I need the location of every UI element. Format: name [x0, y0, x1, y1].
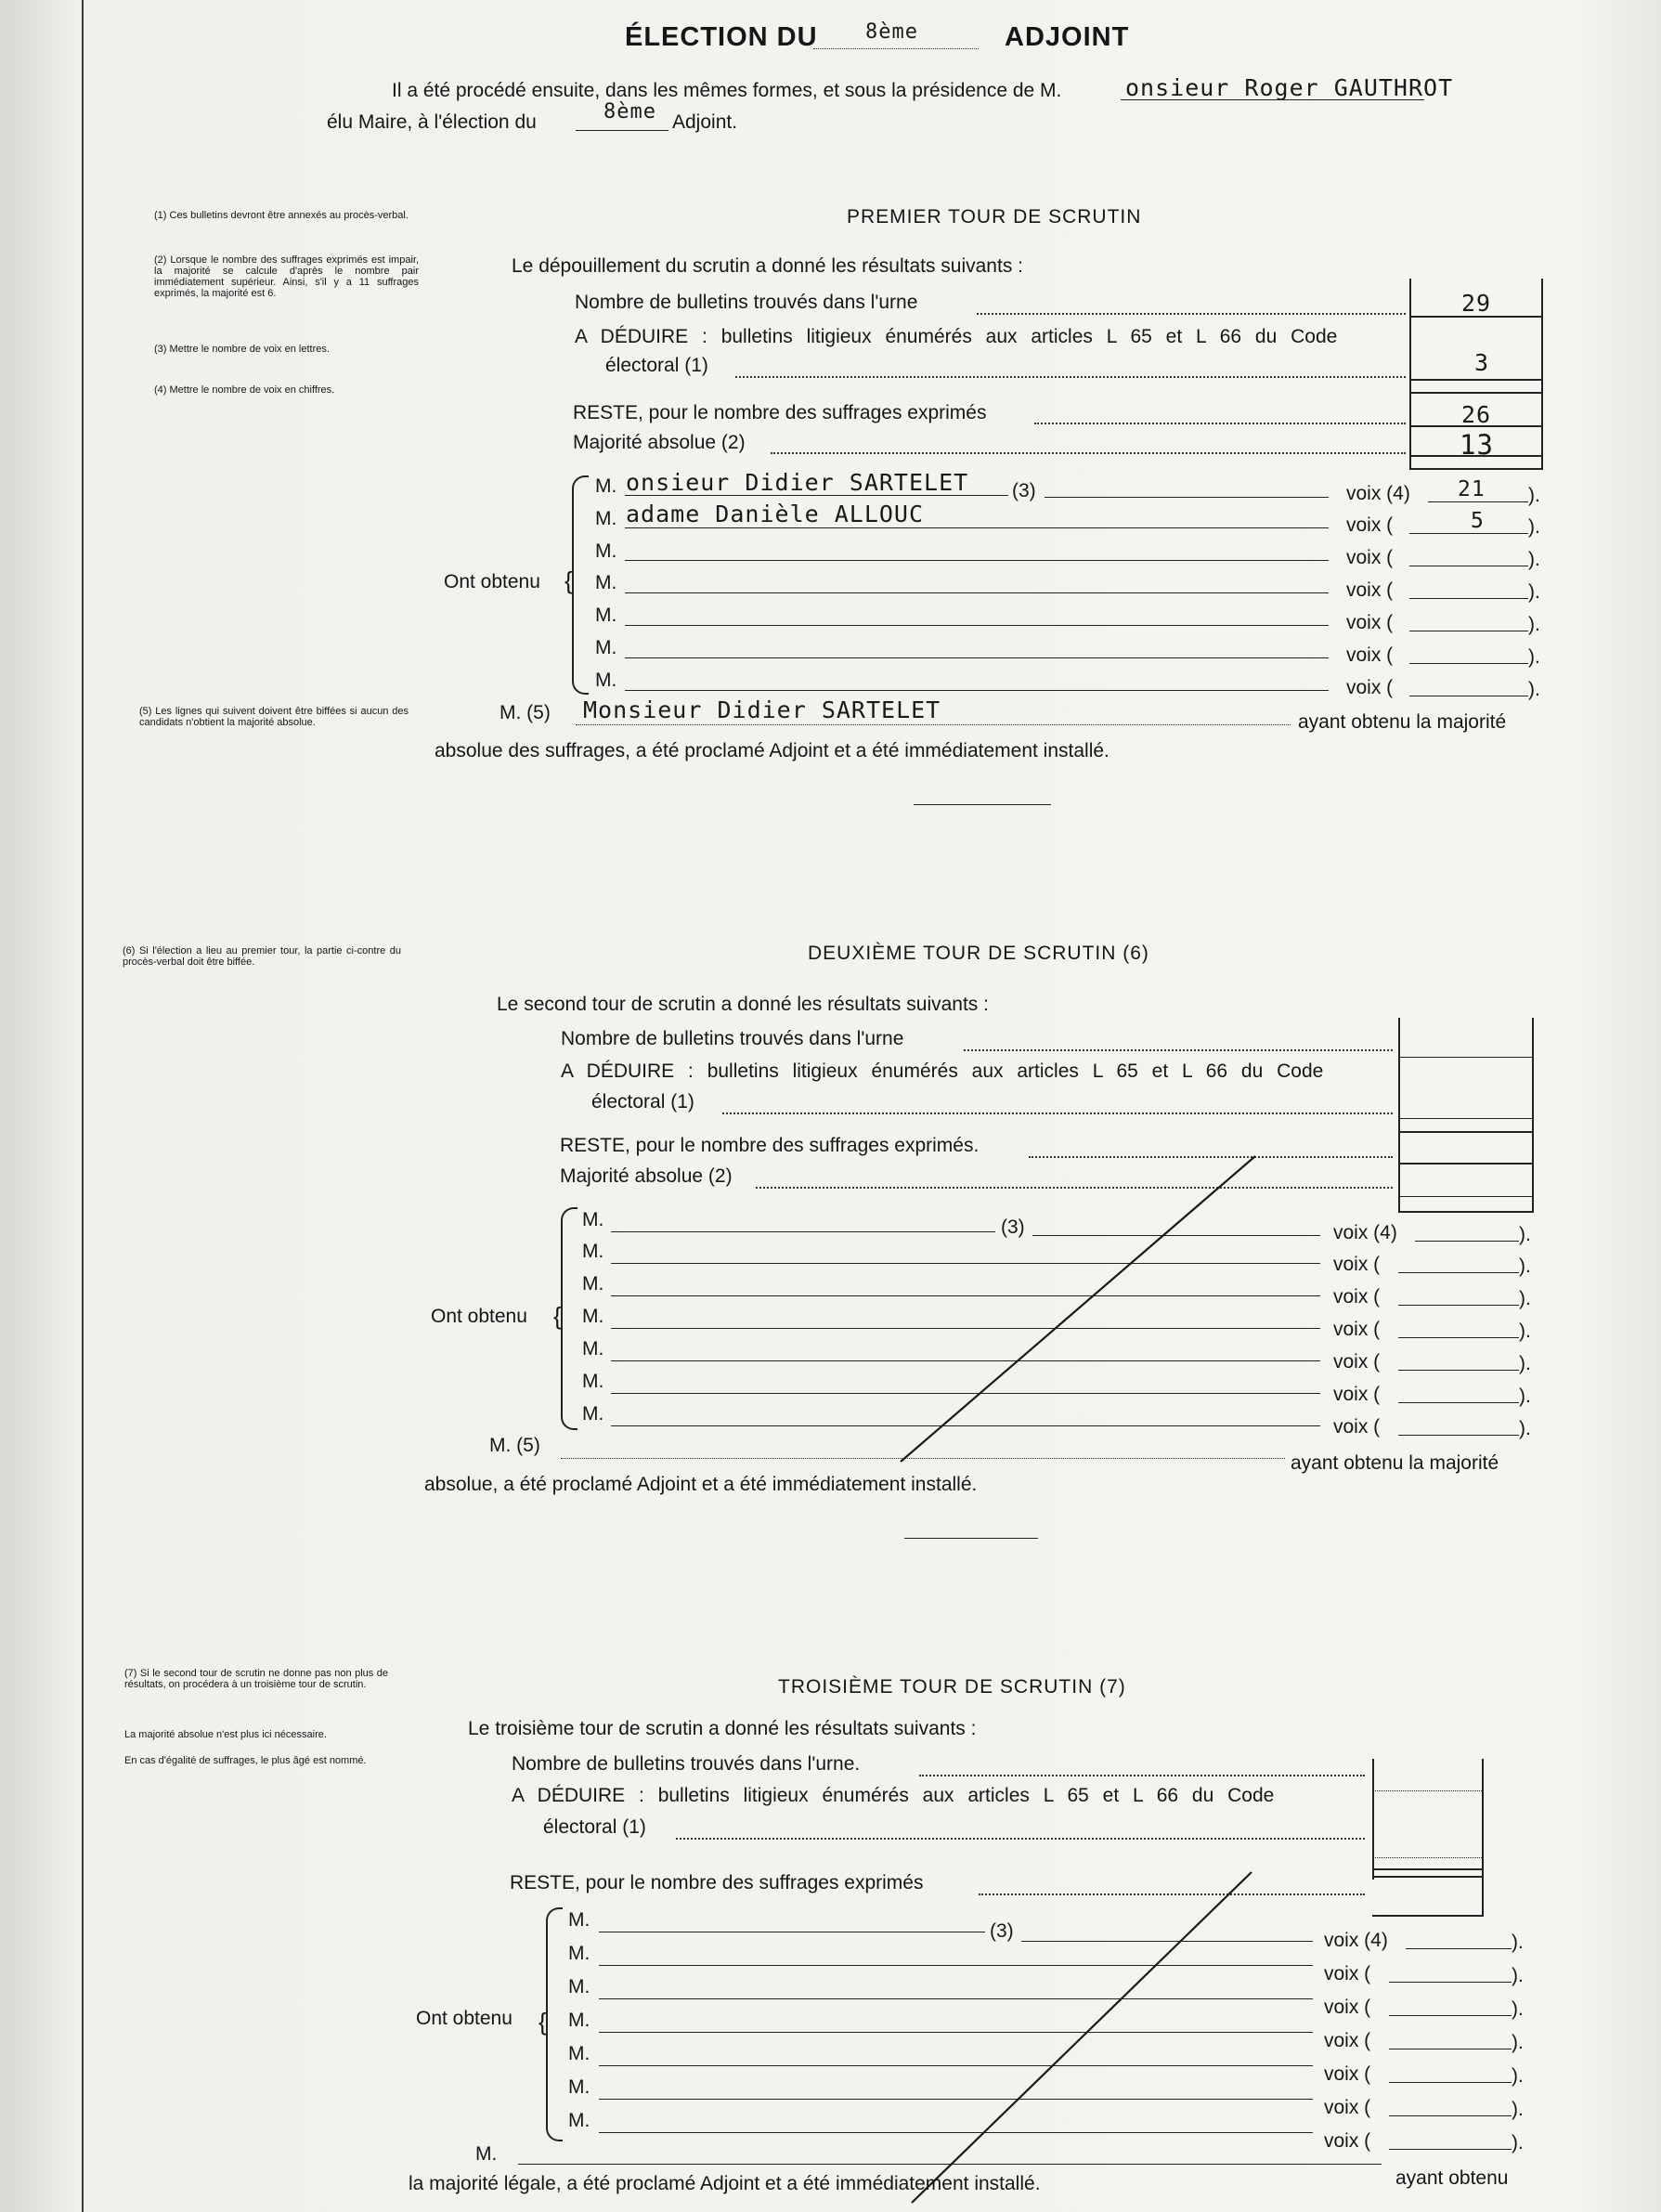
- title-left: ÉLECTION DU: [625, 22, 818, 52]
- tour3-bulletins-label: Nombre de bulletins trouvés dans l'urne.: [512, 1753, 861, 1775]
- tour3-reste-label: RESTE, pour le nombre des suffrages exprimés: [510, 1872, 924, 1893]
- tour1-row1-ref3: (3): [1012, 480, 1036, 501]
- tour3-row7-m: M.: [568, 2110, 590, 2131]
- tour1-row3-close: ).: [1528, 549, 1540, 570]
- note-4: (4) Mettre le nombre de voix en chiffres.: [154, 384, 335, 396]
- tour3-row3-voix: voix (: [1324, 1997, 1371, 2018]
- tour2-title: DEUXIÈME TOUR DE SCRUTIN (6): [808, 943, 1149, 964]
- tour3-strike-line: [912, 1872, 1252, 2203]
- tour3-m: M.: [475, 2143, 498, 2165]
- tour1-ayant: ayant obtenu la majorité: [1298, 711, 1507, 733]
- tour2-electoral-label: électoral (1): [591, 1091, 694, 1113]
- tour2-intro: Le second tour de scrutin a donné les résultats suivants :: [497, 994, 989, 1015]
- tour2-row4-voix: voix (: [1333, 1319, 1381, 1340]
- tour2-row6-voix: voix (: [1333, 1384, 1381, 1405]
- tour3-row2-voix: voix (: [1324, 1963, 1371, 1984]
- tour2-row3-voix: voix (: [1333, 1286, 1381, 1308]
- tour1-row6-voix: voix (: [1346, 644, 1394, 666]
- tour1-row6-close: ).: [1528, 646, 1540, 668]
- elected-suffix: Adjoint.: [672, 111, 738, 133]
- tour2-row3-m: M.: [582, 1273, 604, 1295]
- title-right: ADJOINT: [1005, 22, 1130, 52]
- tour1-proclame: absolue des suffrages, a été proclamé Adjoint et a été immédiatement installé.: [435, 740, 1109, 761]
- tour1-m5: M. (5): [500, 702, 551, 723]
- tour3-row6-m: M.: [568, 2076, 590, 2098]
- tour3-row5-m: M.: [568, 2043, 590, 2064]
- note-3: (3) Mettre le nombre de voix en lettres.: [154, 344, 330, 355]
- tour3-proclame: la majorité légale, a été proclamé Adjoint et a été immédiatement installé.: [409, 2173, 1041, 2194]
- tour2-ayant: ayant obtenu la majorité: [1291, 1452, 1499, 1474]
- tour1-elected-name: Monsieur Didier SARTELET: [583, 696, 941, 723]
- tour1-row4-voix: voix (: [1346, 579, 1394, 601]
- tour1-bulletins-label: Nombre de bulletins trouvés dans l'urne: [575, 292, 918, 313]
- tour1-row4-close: ).: [1528, 581, 1540, 603]
- tour2-row2-voix: voix (: [1333, 1254, 1381, 1275]
- tour3-row7-voix: voix (: [1324, 2130, 1371, 2152]
- tour2-m5: M. (5): [489, 1435, 540, 1456]
- brace-tip: {: [564, 566, 573, 594]
- tour2-row7-voix: voix (: [1333, 1416, 1381, 1438]
- tour3-row2-m: M.: [568, 1943, 590, 1964]
- tour2-row2-m: M.: [582, 1241, 604, 1262]
- brace-tip: {: [539, 2008, 547, 2036]
- tour2-row6-close: ).: [1519, 1386, 1531, 1407]
- tour1-row1-voix: voix (4): [1346, 483, 1410, 504]
- tour2-strike-line: [901, 1156, 1255, 1462]
- tour2-reste-label: RESTE, pour le nombre des suffrages exprimés.: [560, 1135, 980, 1156]
- tour3-row6-close: ).: [1512, 2099, 1524, 2120]
- tour1-row2-voix: voix (: [1346, 514, 1394, 536]
- tour2-row1-voix: voix (4): [1333, 1222, 1397, 1243]
- note-6: (6) Si l'élection a lieu au premier tour, la partie ci-contre du procès-verbal doit être biffée.: [123, 945, 401, 968]
- tour1-majorite-label: Majorité absolue (2): [573, 432, 746, 453]
- tour2-row2-close: ).: [1519, 1256, 1531, 1277]
- tour3-row1-close: ).: [1512, 1932, 1524, 1953]
- tour2-row7-m: M.: [582, 1403, 604, 1425]
- tour3-row5-close: ).: [1512, 2065, 1524, 2087]
- tour3-ayant: ayant obtenu: [1395, 2167, 1509, 2189]
- tour2-row5-voix: voix (: [1333, 1351, 1381, 1373]
- tour3-deduire-label: A DÉDUIRE : bulletins litigieux énumérés aux articles L 65 et L 66 du Code: [512, 1785, 1275, 1806]
- tour1-title: PREMIER TOUR DE SCRUTIN: [847, 206, 1142, 228]
- tour2-majorite-label: Majorité absolue (2): [560, 1165, 733, 1187]
- note-7: (7) Si le second tour de scrutin ne donne pas non plus de résultats, on procédera à un troisième tour de scrutin.: [124, 1668, 388, 1690]
- tour1-reste-value: 26: [1461, 401, 1492, 428]
- tour1-row1-close: ).: [1528, 485, 1540, 506]
- tour2-ont-obtenu: Ont obtenu: [431, 1306, 527, 1327]
- tour1-row7-voix: voix (: [1346, 677, 1394, 698]
- tour1-bulletins-value: 29: [1461, 290, 1492, 317]
- tour3-row1-voix: voix (4): [1324, 1930, 1388, 1951]
- tour2-proclame: absolue, a été proclamé Adjoint et a été immédiatement installé.: [424, 1474, 978, 1495]
- tour2-deduire-label: A DÉDUIRE : bulletins litigieux énumérés aux articles L 65 et L 66 du Code: [561, 1060, 1324, 1082]
- tour3-row5-voix: voix (: [1324, 2063, 1371, 2085]
- tour2-row7-close: ).: [1519, 1418, 1531, 1439]
- note-7c: En cas d'égalité de suffrages, le plus âgé est nommé.: [124, 1755, 367, 1766]
- tour1-majorite-value: 13: [1460, 429, 1494, 461]
- tour3-row1-m: M.: [568, 1909, 590, 1931]
- title-rank: 8ème: [865, 20, 918, 44]
- tour3-row1-ref3: (3): [990, 1920, 1014, 1942]
- tour2-row5-close: ).: [1519, 1353, 1531, 1374]
- brace-tip: {: [553, 1302, 562, 1330]
- tour1-row5-close: ).: [1528, 614, 1540, 635]
- tour1-ont-obtenu: Ont obtenu: [444, 571, 540, 592]
- tour3-row4-close: ).: [1512, 2032, 1524, 2053]
- tour1-electoral-label: électoral (1): [605, 355, 708, 376]
- elected-rank: 8ème: [603, 100, 656, 124]
- elected-prefix: élu Maire, à l'élection du: [327, 111, 537, 133]
- tour1-row1-votes: 21: [1458, 477, 1486, 501]
- note-2: (2) Lorsque le nombre des suffrages exprimés est impair, la majorité se calcule d'après le nombre pair immédiatement supérieur. Ainsi, s'il y a 11 suffrages exprimés, la majorité est 6.: [154, 254, 419, 299]
- tour3-title: TROISIÈME TOUR DE SCRUTIN (7): [778, 1676, 1126, 1698]
- tour1-row7-close: ).: [1528, 679, 1540, 700]
- tour1-deduire-label: A DÉDUIRE : bulletins litigieux énumérés aux articles L 65 et L 66 du Code: [575, 326, 1338, 347]
- note-1: (1) Ces bulletins devront être annexés au procès-verbal.: [154, 210, 409, 221]
- tour1-row5-voix: voix (: [1346, 612, 1394, 633]
- tour2-row1-ref3: (3): [1001, 1217, 1025, 1238]
- tour1-deduire-value: 3: [1474, 349, 1490, 376]
- tour1-row1-name: onsieur Didier SARTELET: [626, 469, 969, 496]
- tour3-row4-voix: voix (: [1324, 2030, 1371, 2051]
- note-5: (5) Les lignes qui suivent doivent être biffées si aucun des candidats n'obtient la majorité absolue.: [139, 706, 409, 728]
- tour3-row6-voix: voix (: [1324, 2097, 1371, 2118]
- tour3-ont-obtenu: Ont obtenu: [416, 2008, 513, 2029]
- tour1-reste-label: RESTE, pour le nombre des suffrages exprimés: [573, 402, 987, 423]
- tour1-row3-voix: voix (: [1346, 547, 1394, 568]
- tour2-row1-close: ).: [1519, 1224, 1531, 1245]
- tour1-row1-m: M.: [595, 475, 617, 497]
- tour3-row3-close: ).: [1512, 1998, 1524, 2020]
- tour3-row3-m: M.: [568, 1976, 590, 1997]
- tour2-row6-m: M.: [582, 1371, 604, 1392]
- tour2-row3-close: ).: [1519, 1288, 1531, 1309]
- tour3-row2-close: ).: [1512, 1965, 1524, 1986]
- tour3-row4-m: M.: [568, 2010, 590, 2031]
- tour3-intro: Le troisième tour de scrutin a donné les résultats suivants :: [468, 1718, 977, 1739]
- president-name: onsieur Roger GAUTHROT: [1125, 74, 1454, 101]
- tour2-row5-m: M.: [582, 1338, 604, 1360]
- tour1-row2-close: ).: [1528, 516, 1540, 538]
- tour1-row7-m: M.: [595, 670, 617, 691]
- tour2-bulletins-label: Nombre de bulletins trouvés dans l'urne: [561, 1028, 904, 1049]
- tour3-electoral-label: électoral (1): [543, 1816, 646, 1838]
- tour1-row3-m: M.: [595, 540, 617, 562]
- tour2-row4-m: M.: [582, 1306, 604, 1327]
- tour1-row2-votes: 5: [1471, 509, 1485, 533]
- tour3-row7-close: ).: [1512, 2132, 1524, 2153]
- tour1-row5-m: M.: [595, 605, 617, 626]
- tour2-row4-close: ).: [1519, 1321, 1531, 1342]
- intro-text: Il a été procédé ensuite, dans les mêmes formes, et sous la présidence de M.: [392, 80, 1062, 101]
- tour1-row2-m: M.: [595, 508, 617, 529]
- tour2-row1-m: M.: [582, 1209, 604, 1230]
- tour1-intro: Le dépouillement du scrutin a donné les résultats suivants :: [512, 255, 1023, 277]
- note-7b: La majorité absolue n'est plus ici nécessaire.: [124, 1729, 327, 1740]
- tour1-row2-name: adame Danièle ALLOUC: [626, 501, 925, 527]
- tour1-row6-m: M.: [595, 637, 617, 658]
- tour1-row4-m: M.: [595, 572, 617, 593]
